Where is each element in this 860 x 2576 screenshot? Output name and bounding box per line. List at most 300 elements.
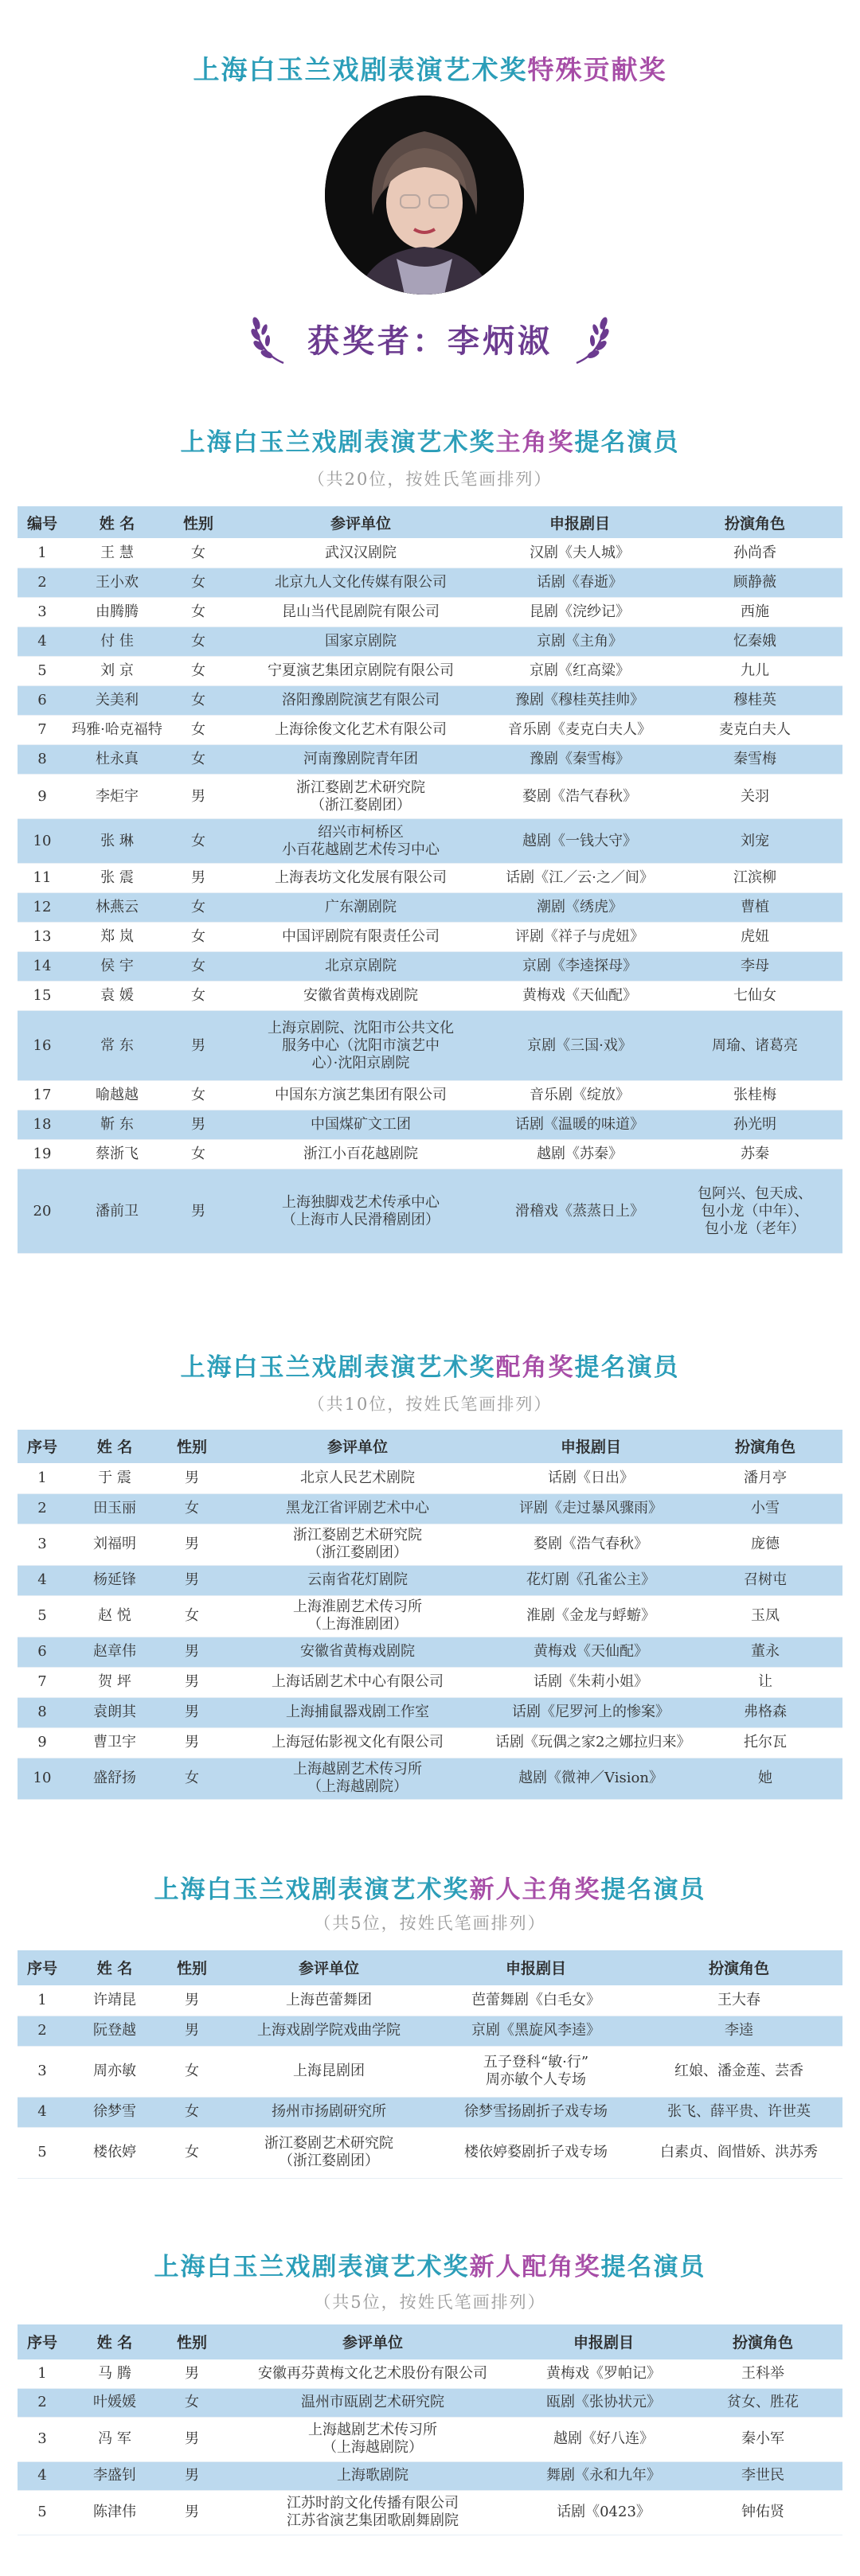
section-title-suffix: 提名演员 [600, 1875, 706, 1904]
table-row [18, 952, 842, 982]
cell-name: 曹卫宇 [67, 1727, 162, 1758]
table-row [18, 686, 842, 716]
table-row [18, 2461, 842, 2490]
cell-role: 曹植 [667, 893, 842, 923]
section-title-suffix: 提名演员 [574, 428, 680, 457]
cell-name: 刘 京 [67, 657, 167, 686]
table-row [18, 2417, 842, 2461]
cell-name: 由腾腾 [67, 598, 167, 627]
cell-work: 越剧《一钱大守》 [492, 819, 667, 864]
column-header-number: 序号 [18, 1950, 67, 1985]
cell-role: 虎妞 [667, 923, 842, 952]
section-title-highlight: 新人主角奖 [469, 1875, 601, 1904]
cell-role: 王大春 [635, 1985, 842, 2016]
cell-gender: 男 [162, 1697, 221, 1727]
cell-gender: 女 [167, 952, 229, 982]
cell-work: 话剧《江／云·之／间》 [492, 864, 667, 893]
table-row [18, 1169, 842, 1254]
cell-number: 13 [18, 923, 67, 952]
table-row [18, 923, 842, 952]
cell-role: 弗格森 [688, 1697, 842, 1727]
cell-name: 刘福明 [67, 1524, 162, 1565]
cell-name: 楼依婷 [67, 2127, 162, 2178]
table-header-row [18, 1430, 842, 1463]
table-row [18, 775, 842, 819]
cell-number: 16 [18, 1011, 67, 1081]
table-row [18, 598, 842, 627]
cell-unit: 上海冠佑影视文化有限公司 [221, 1727, 494, 1758]
section-title-highlight: 配角奖 [495, 1353, 575, 1382]
table-header-row [18, 506, 842, 539]
table-row [18, 1985, 842, 2016]
section-title-lead-actor [0, 422, 860, 458]
cell-name: 徐梦雪 [67, 2097, 162, 2127]
cell-unit: 浙江婺剧艺术研究院 （浙江婺剧团） [221, 2127, 436, 2178]
cell-unit: 中国东方演艺集团有限公司 [229, 1081, 492, 1110]
section-title-highlight: 新人配角奖 [469, 2253, 601, 2281]
cell-role: 孙尚香 [667, 539, 842, 568]
cell-number: 1 [18, 1985, 67, 2016]
cell-work: 汉剧《夫人城》 [492, 539, 667, 568]
cell-work: 楼依婷婺剧折子戏专场 [436, 2127, 635, 2178]
table-row [18, 2388, 842, 2417]
cell-name: 玛雅·哈克福特 [67, 716, 167, 745]
cell-unit: 上海越剧艺术传习所 （上海越剧院） [221, 2417, 524, 2461]
cell-work: 淮剧《金龙与蜉蝣》 [494, 1595, 688, 1637]
cell-number: 1 [18, 539, 67, 568]
cell-name: 周亦敏 [67, 2046, 162, 2097]
column-header-gender: 性别 [162, 1950, 221, 1985]
cell-gender: 男 [162, 1667, 221, 1697]
column-header-gender: 性别 [167, 506, 229, 539]
cell-work: 滑稽戏《蒸蒸日上》 [492, 1169, 667, 1254]
cell-role: 潘月亭 [688, 1463, 842, 1493]
table-row [18, 1081, 842, 1110]
cell-number: 6 [18, 686, 67, 716]
cell-number: 3 [18, 2417, 67, 2461]
column-header-role: 扮演角色 [667, 506, 842, 539]
cell-role: 王科举 [683, 2359, 842, 2388]
cell-work: 瓯剧《张协状元》 [524, 2388, 683, 2417]
column-header-name: 姓 名 [67, 2324, 162, 2359]
table-row [18, 1727, 842, 1758]
cell-role: 贫女、胜花 [683, 2388, 842, 2417]
table-row [18, 716, 842, 745]
cell-gender: 女 [167, 819, 229, 864]
cell-gender: 男 [162, 2461, 221, 2490]
cell-number: 2 [18, 2016, 67, 2046]
cell-work: 豫剧《穆桂英挂帅》 [492, 686, 667, 716]
cell-unit: 上海独脚戏艺术传承中心 （上海市人民滑稽剧团） [229, 1169, 492, 1254]
section-subtitle: （共5位，按姓氏笔画排列） [314, 1914, 546, 1933]
cell-gender: 男 [162, 2417, 221, 2461]
cell-unit: 北京九人文化传媒有限公司 [229, 568, 492, 598]
table-row [18, 893, 842, 923]
lead-actor-table [18, 506, 842, 1254]
cell-role: 孙光明 [667, 1110, 842, 1140]
cell-name: 叶媛媛 [67, 2388, 162, 2417]
cell-number: 8 [18, 745, 67, 775]
cell-gender: 女 [167, 657, 229, 686]
cell-unit: 上海京剧院、沈阳市公共文化 服务中心（沈阳市演艺中 心）·沈阳京剧院 [229, 1011, 492, 1081]
column-header-number: 序号 [18, 2324, 67, 2359]
page-title-highlight: 特殊贡献奖 [527, 54, 667, 85]
cell-work: 豫剧《秦雪梅》 [492, 745, 667, 775]
cell-number: 18 [18, 1110, 67, 1140]
table-row [18, 1697, 842, 1727]
cell-gender: 男 [167, 775, 229, 819]
cell-gender: 女 [167, 923, 229, 952]
cell-name: 王 慧 [67, 539, 167, 568]
cell-number: 11 [18, 864, 67, 893]
cell-unit: 黑龙江省评剧艺术中心 [221, 1493, 494, 1524]
column-header-role: 扮演角色 [688, 1430, 842, 1463]
cell-name: 李炬宇 [67, 775, 167, 819]
cell-number: 1 [18, 2359, 67, 2388]
cell-number: 17 [18, 1081, 67, 1110]
cell-work: 徐梦雪扬剧折子戏专场 [436, 2097, 635, 2127]
cell-unit: 河南豫剧院青年团 [229, 745, 492, 775]
table-row [18, 1011, 842, 1081]
cell-unit: 武汉汉剧院 [229, 539, 492, 568]
cell-name: 杜永真 [67, 745, 167, 775]
column-header-unit: 参评单位 [221, 1950, 436, 1985]
cell-number: 6 [18, 1637, 67, 1667]
cell-name: 袁 媛 [67, 982, 167, 1011]
cell-work: 越剧《苏秦》 [492, 1140, 667, 1169]
cell-unit: 安徽省黄梅戏剧院 [229, 982, 492, 1011]
table-row [18, 1140, 842, 1169]
cell-unit: 江苏时韵文化传播有限公司 江苏省演艺集团歌剧舞剧院 [221, 2490, 524, 2535]
cell-work: 花灯剧《孔雀公主》 [494, 1565, 688, 1595]
cell-number: 3 [18, 2046, 67, 2097]
cell-name: 赵 悦 [67, 1595, 162, 1637]
cell-role: 九儿 [667, 657, 842, 686]
cell-unit: 洛阳豫剧院演艺有限公司 [229, 686, 492, 716]
cell-work: 话剧《春逝》 [492, 568, 667, 598]
cell-number: 3 [18, 1524, 67, 1565]
cell-gender: 女 [167, 716, 229, 745]
column-header-number: 序号 [18, 1430, 67, 1463]
section-title-prefix: 上海白玉兰戏剧表演艺术奖 [180, 428, 496, 457]
section-title-prefix: 上海白玉兰戏剧表演艺术奖 [154, 2253, 470, 2281]
cell-number: 20 [18, 1169, 67, 1254]
cell-unit: 上海淮剧艺术传习所 （上海淮剧团） [221, 1595, 494, 1637]
cell-name: 张 震 [67, 864, 167, 893]
cell-gender: 男 [162, 2359, 221, 2388]
laurel-right-icon [567, 310, 615, 366]
cell-number: 1 [18, 1463, 67, 1493]
cell-work: 话剧《温暖的味道》 [492, 1110, 667, 1140]
cell-name: 于 震 [67, 1463, 162, 1493]
table-row [18, 2359, 842, 2388]
cell-role: 她 [688, 1758, 842, 1799]
cell-work: 婺剧《浩气春秋》 [492, 775, 667, 819]
cell-role: 张飞、薛平贵、许世英 [635, 2097, 842, 2127]
column-header-unit: 参评单位 [229, 506, 492, 539]
column-header-gender: 性别 [162, 2324, 221, 2359]
cell-name: 杨延锋 [67, 1565, 162, 1595]
cell-unit: 上海表坊文化发展有限公司 [229, 864, 492, 893]
cell-role: 董永 [688, 1637, 842, 1667]
cell-work: 话剧《玩偶之家2之娜拉归来》 [494, 1727, 688, 1758]
cell-gender: 女 [162, 2127, 221, 2178]
cell-number: 4 [18, 627, 67, 657]
cell-work: 音乐剧《麦克白夫人》 [492, 716, 667, 745]
cell-number: 5 [18, 1595, 67, 1637]
cell-work: 话剧《朱莉小姐》 [494, 1667, 688, 1697]
cell-role: 苏秦 [667, 1140, 842, 1169]
section-title-new-lead [0, 1869, 860, 1905]
cell-gender: 女 [162, 1758, 221, 1799]
cell-number: 2 [18, 568, 67, 598]
cell-name: 马 腾 [67, 2359, 162, 2388]
cell-gender: 女 [162, 2097, 221, 2127]
cell-number: 3 [18, 598, 67, 627]
cell-role: 李母 [667, 952, 842, 982]
cell-gender: 男 [167, 1110, 229, 1140]
column-header-unit: 参评单位 [221, 2324, 524, 2359]
section-title-suffix: 提名演员 [574, 1353, 680, 1382]
cell-unit: 绍兴市柯桥区 小百花越剧艺术传习中心 [229, 819, 492, 864]
cell-gender: 女 [167, 627, 229, 657]
cell-unit: 上海戏剧学院戏曲学院 [221, 2016, 436, 2046]
cell-number: 5 [18, 2490, 67, 2535]
cell-name: 关美利 [67, 686, 167, 716]
cell-name: 许靖昆 [67, 1985, 162, 2016]
table-row [18, 1637, 842, 1667]
cell-number: 10 [18, 819, 67, 864]
table-row [18, 1110, 842, 1140]
table-row [18, 1565, 842, 1595]
cell-name: 冯 军 [67, 2417, 162, 2461]
cell-gender: 男 [167, 864, 229, 893]
winner-name: 获奖者：李炳淑 [307, 322, 553, 360]
cell-number: 4 [18, 1565, 67, 1595]
cell-gender: 女 [162, 1493, 221, 1524]
table-row [18, 1667, 842, 1697]
column-header-work: 申报剧目 [494, 1430, 688, 1463]
cell-number: 2 [18, 2388, 67, 2417]
cell-gender: 女 [162, 1595, 221, 1637]
cell-name: 潘前卫 [67, 1169, 167, 1254]
column-header-work: 申报剧目 [492, 506, 667, 539]
cell-unit: 上海徐俊文化艺术有限公司 [229, 716, 492, 745]
page-title-main: 上海白玉兰戏剧表演艺术奖 [193, 54, 528, 85]
cell-gender: 女 [167, 1081, 229, 1110]
cell-work: 黄梅戏《罗帕记》 [524, 2359, 683, 2388]
cell-gender: 女 [167, 1140, 229, 1169]
cell-number: 4 [18, 2461, 67, 2490]
cell-name: 袁朗其 [67, 1697, 162, 1727]
cell-gender: 女 [167, 598, 229, 627]
cell-unit: 上海昆剧团 [221, 2046, 436, 2097]
cell-number: 19 [18, 1140, 67, 1169]
cell-gender: 男 [162, 1637, 221, 1667]
section-title-prefix: 上海白玉兰戏剧表演艺术奖 [154, 1875, 470, 1904]
cell-gender: 男 [162, 2490, 221, 2535]
cell-unit: 中国评剧院有限责任公司 [229, 923, 492, 952]
laurel-left-icon [245, 310, 293, 366]
table-row [18, 2490, 842, 2535]
table-row [18, 864, 842, 893]
table-row [18, 819, 842, 864]
table-row [18, 2097, 842, 2127]
cell-unit: 浙江婺剧艺术研究院 （浙江婺剧团） [229, 775, 492, 819]
column-header-name: 姓 名 [67, 1950, 162, 1985]
cell-role: 白素贞、阎惜娇、洪苏秀 [635, 2127, 842, 2178]
cell-role: 庞德 [688, 1524, 842, 1565]
cell-work: 京剧《黑旋风李逵》 [436, 2016, 635, 2046]
cell-name: 盛舒扬 [67, 1758, 162, 1799]
winner-portrait [325, 96, 524, 295]
cell-name: 赵章伟 [67, 1637, 162, 1667]
table-row [18, 568, 842, 598]
table-header-row [18, 1950, 842, 1985]
cell-role: 七仙女 [667, 982, 842, 1011]
cell-role: 玉凤 [688, 1595, 842, 1637]
cell-gender: 男 [162, 2016, 221, 2046]
cell-unit: 上海越剧艺术传习所 （上海越剧院） [221, 1758, 494, 1799]
cell-role: 包阿兴、包天成、 包小龙（中年）、 包小龙（老年） [667, 1169, 842, 1254]
cell-number: 7 [18, 1667, 67, 1697]
cell-gender: 女 [167, 539, 229, 568]
cell-number: 9 [18, 1727, 67, 1758]
cell-name: 喻越越 [67, 1081, 167, 1110]
cell-role: 西施 [667, 598, 842, 627]
cell-unit: 昆山当代昆剧院有限公司 [229, 598, 492, 627]
cell-gender: 男 [162, 1985, 221, 2016]
table-row [18, 2127, 842, 2178]
cell-number: 10 [18, 1758, 67, 1799]
cell-work: 越剧《好八连》 [524, 2417, 683, 2461]
cell-unit: 中国煤矿文工团 [229, 1110, 492, 1140]
cell-gender: 女 [167, 982, 229, 1011]
section-title-new-supporting [0, 2246, 860, 2282]
cell-role: 刘宠 [667, 819, 842, 864]
column-header-gender: 性别 [162, 1430, 221, 1463]
cell-number: 14 [18, 952, 67, 982]
winner-banner [0, 309, 860, 368]
cell-role: 顾静薇 [667, 568, 842, 598]
cell-unit: 浙江婺剧艺术研究院 （浙江婺剧团） [221, 1524, 494, 1565]
cell-unit: 上海话剧艺术中心有限公司 [221, 1667, 494, 1697]
table-row [18, 539, 842, 568]
cell-unit: 宁夏演艺集团京剧院有限公司 [229, 657, 492, 686]
cell-gender: 男 [167, 1011, 229, 1081]
supporting-actor-table [18, 1430, 842, 1800]
new-lead-actor-table [18, 1950, 842, 2179]
cell-work: 舞剧《永和九年》 [524, 2461, 683, 2490]
cell-unit: 扬州市扬剧研究所 [221, 2097, 436, 2127]
table-row [18, 1463, 842, 1493]
cell-unit: 上海捕鼠器戏剧工作室 [221, 1697, 494, 1727]
column-header-unit: 参评单位 [221, 1430, 494, 1463]
cell-name: 阮登越 [67, 2016, 162, 2046]
cell-name: 郑 岚 [67, 923, 167, 952]
cell-number: 9 [18, 775, 67, 819]
table-row [18, 657, 842, 686]
cell-unit: 安徽省黄梅戏剧院 [221, 1637, 494, 1667]
cell-gender: 女 [167, 893, 229, 923]
cell-gender: 男 [162, 1565, 221, 1595]
cell-role: 让 [688, 1667, 842, 1697]
cell-role: 李世民 [683, 2461, 842, 2490]
cell-name: 付 佳 [67, 627, 167, 657]
cell-gender: 男 [162, 1463, 221, 1493]
cell-gender: 女 [162, 2388, 221, 2417]
cell-role: 关羽 [667, 775, 842, 819]
cell-number: 5 [18, 657, 67, 686]
cell-gender: 男 [162, 1727, 221, 1758]
table-row [18, 1524, 842, 1565]
cell-work: 音乐剧《绽放》 [492, 1081, 667, 1110]
cell-number: 12 [18, 893, 67, 923]
cell-work: 芭蕾舞剧《白毛女》 [436, 1985, 635, 2016]
cell-role: 李逵 [635, 2016, 842, 2046]
section-title-prefix: 上海白玉兰戏剧表演艺术奖 [180, 1353, 496, 1382]
cell-work: 五子登科“敏·行” 周亦敏个人专场 [436, 2046, 635, 2097]
new-supporting-actor-table [18, 2324, 842, 2535]
cell-unit: 上海歌剧院 [221, 2461, 524, 2490]
cell-role: 穆桂英 [667, 686, 842, 716]
section-title-suffix: 提名演员 [600, 2253, 706, 2281]
table-row [18, 2016, 842, 2046]
section-subtitle: （共5位，按姓氏笔画排列） [314, 2293, 546, 2312]
cell-number: 5 [18, 2127, 67, 2178]
cell-name: 贺 坪 [67, 1667, 162, 1697]
cell-role: 江滨柳 [667, 864, 842, 893]
cell-work: 话剧《日出》 [494, 1463, 688, 1493]
cell-work: 潮剧《绣虎》 [492, 893, 667, 923]
cell-work: 评剧《走过暴风骤雨》 [494, 1493, 688, 1524]
column-header-name: 姓 名 [67, 1430, 162, 1463]
cell-gender: 男 [162, 1524, 221, 1565]
cell-work: 话剧《0423》 [524, 2490, 683, 2535]
column-header-role: 扮演角色 [683, 2324, 842, 2359]
cell-unit: 广东潮剧院 [229, 893, 492, 923]
cell-number: 7 [18, 716, 67, 745]
column-header-role: 扮演角色 [635, 1950, 842, 1985]
table-row [18, 2046, 842, 2097]
section-title-supporting-actor [0, 1347, 860, 1383]
column-header-work: 申报剧目 [524, 2324, 683, 2359]
cell-name: 蔡浙飞 [67, 1140, 167, 1169]
cell-gender: 女 [162, 2046, 221, 2097]
cell-gender: 女 [167, 686, 229, 716]
cell-role: 红娘、潘金莲、芸香 [635, 2046, 842, 2097]
column-header-work: 申报剧目 [436, 1950, 635, 1985]
cell-role: 召树屯 [688, 1565, 842, 1595]
section-subtitle: （共10位，按姓氏笔画排列） [307, 1395, 553, 1414]
cell-work: 京剧《三国·戏》 [492, 1011, 667, 1081]
cell-role: 张桂梅 [667, 1081, 842, 1110]
cell-role: 托尔瓦 [688, 1727, 842, 1758]
cell-name: 王小欢 [67, 568, 167, 598]
cell-role: 麦克白夫人 [667, 716, 842, 745]
cell-work: 话剧《尼罗河上的惨案》 [494, 1697, 688, 1727]
cell-work: 京剧《主角》 [492, 627, 667, 657]
cell-unit: 北京京剧院 [229, 952, 492, 982]
cell-role: 钟佑贤 [683, 2490, 842, 2535]
cell-gender: 女 [167, 745, 229, 775]
table-row [18, 745, 842, 775]
section-title-highlight: 主角奖 [495, 428, 575, 457]
cell-name: 常 东 [67, 1011, 167, 1081]
cell-name: 靳 东 [67, 1110, 167, 1140]
cell-work: 婺剧《浩气春秋》 [494, 1524, 688, 1565]
cell-name: 田玉丽 [67, 1493, 162, 1524]
